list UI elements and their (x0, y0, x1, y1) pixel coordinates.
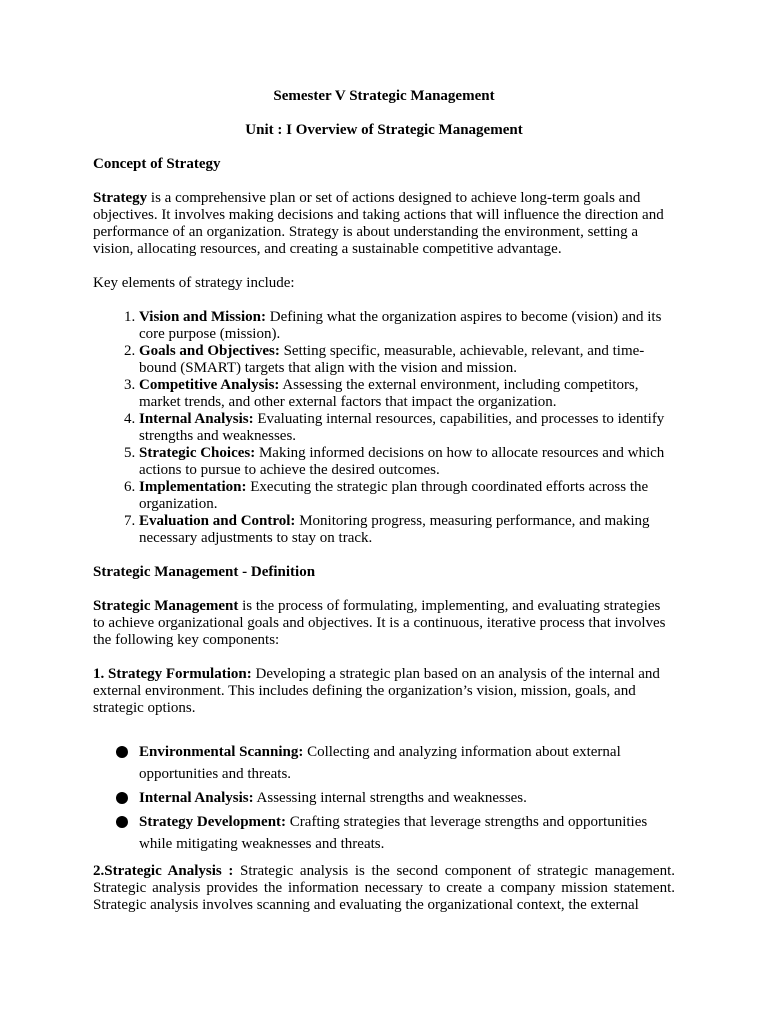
list-item (139, 411, 675, 445)
bullet-term: Internal Analysis: (139, 790, 254, 806)
analysis-paragraph (93, 863, 675, 914)
list-item-text: Evaluating internal resources, capabilities, and processes to identify strengths and weaknesses. (139, 411, 665, 444)
key-elements-list (93, 309, 675, 547)
list-item-text: Making informed decisions on how to allocate resources and which actions to pursue to achieve the desired outcomes. (139, 445, 665, 478)
formulation-bullets (93, 741, 675, 855)
bullet-item (93, 787, 675, 809)
list-item-text: Assessing the external environment, including competitors, market trends, and other external factors that impact the organization. (139, 377, 639, 410)
list-item-text: Executing the strategic plan through coordinated efforts across the organization. (139, 479, 649, 512)
list-item (139, 309, 675, 343)
bullet-text: Crafting strategies that leverage strengths and opportunities while mitigating weaknesses and threats. (139, 814, 648, 852)
list-item-text: Defining what the organization aspires to become (vision) and its core purpose (mission). (139, 309, 662, 342)
list-item-text: Setting specific, measurable, achievable, relevant, and time-bound (SMART) targets that align with the vision and mission. (139, 343, 645, 376)
strategy-text: is a comprehensive plan or set of actions designed to achieve long-term goals and objectives. It involves making decisions and taking actions that will influence the direction and performance of an organization. Strategy is about understanding the environment, setting a vision, allocating resources, and creating a sustainable competitive advantage. (93, 190, 664, 257)
sm-paragraph (93, 598, 675, 649)
list-item-term: Strategic Choices: (139, 445, 256, 461)
list-item (139, 479, 675, 513)
sm-text: is the process of formulating, implementing, and evaluating strategies to achieve organizational goals and objectives. It is a continuous, iterative process that involves the following key components: (93, 598, 666, 648)
unit-heading: Unit : I Overview of Strategic Management (245, 122, 523, 138)
list-item-term: Goals and Objectives: (139, 343, 280, 359)
formulation-term: 1. Strategy Formulation: (93, 666, 252, 682)
list-item-term: Competitive Analysis: (139, 377, 280, 393)
bullet-dot-icon (116, 816, 128, 828)
list-item-term: Vision and Mission: (139, 309, 266, 325)
list-item-term: Evaluation and Control: (139, 513, 296, 529)
list-item (139, 513, 675, 547)
list-item-text: Monitoring progress, measuring performance, and making necessary adjustments to stay on track. (139, 513, 650, 546)
list-item (139, 377, 675, 411)
sm-heading: Strategic Management - Definition (93, 564, 316, 580)
bullet-item (93, 741, 675, 785)
formulation-paragraph (93, 666, 675, 717)
list-item (139, 445, 675, 479)
list-item-term: Internal Analysis: (139, 411, 254, 427)
key-elements-intro: Key elements of strategy include: (93, 275, 295, 291)
analysis-term: 2.Strategic Analysis : (93, 863, 234, 879)
sm-term: Strategic Management (93, 598, 239, 614)
bullet-term: Environmental Scanning: (139, 744, 304, 760)
list-item-term: Implementation: (139, 479, 247, 495)
strategy-term: Strategy (93, 190, 148, 206)
document-page (93, 88, 675, 914)
bullet-text: Collecting and analyzing information about external opportunities and threats. (139, 744, 621, 782)
bullet-text: Assessing internal strengths and weaknesses. (253, 790, 527, 806)
bullet-term: Strategy Development: (139, 814, 287, 830)
strategy-paragraph (93, 190, 675, 258)
list-item (139, 343, 675, 377)
formulation-text: Developing a strategic plan based on an analysis of the internal and external environment. This includes defining the organization’s vision, mission, goals, and strategic options. (93, 666, 660, 716)
concept-heading: Concept of Strategy (93, 156, 221, 172)
document-title: Semester V Strategic Management (273, 88, 495, 104)
bullet-item (93, 811, 675, 855)
bullet-dot-icon (116, 746, 128, 758)
bullet-dot-icon (116, 792, 128, 804)
analysis-text: Strategic analysis is the second component of strategic management. Strategic analysis provides the information necessary to create a company mission statement. Strategic analysis involves scanning and evaluating the organizational context, the external (93, 863, 675, 913)
